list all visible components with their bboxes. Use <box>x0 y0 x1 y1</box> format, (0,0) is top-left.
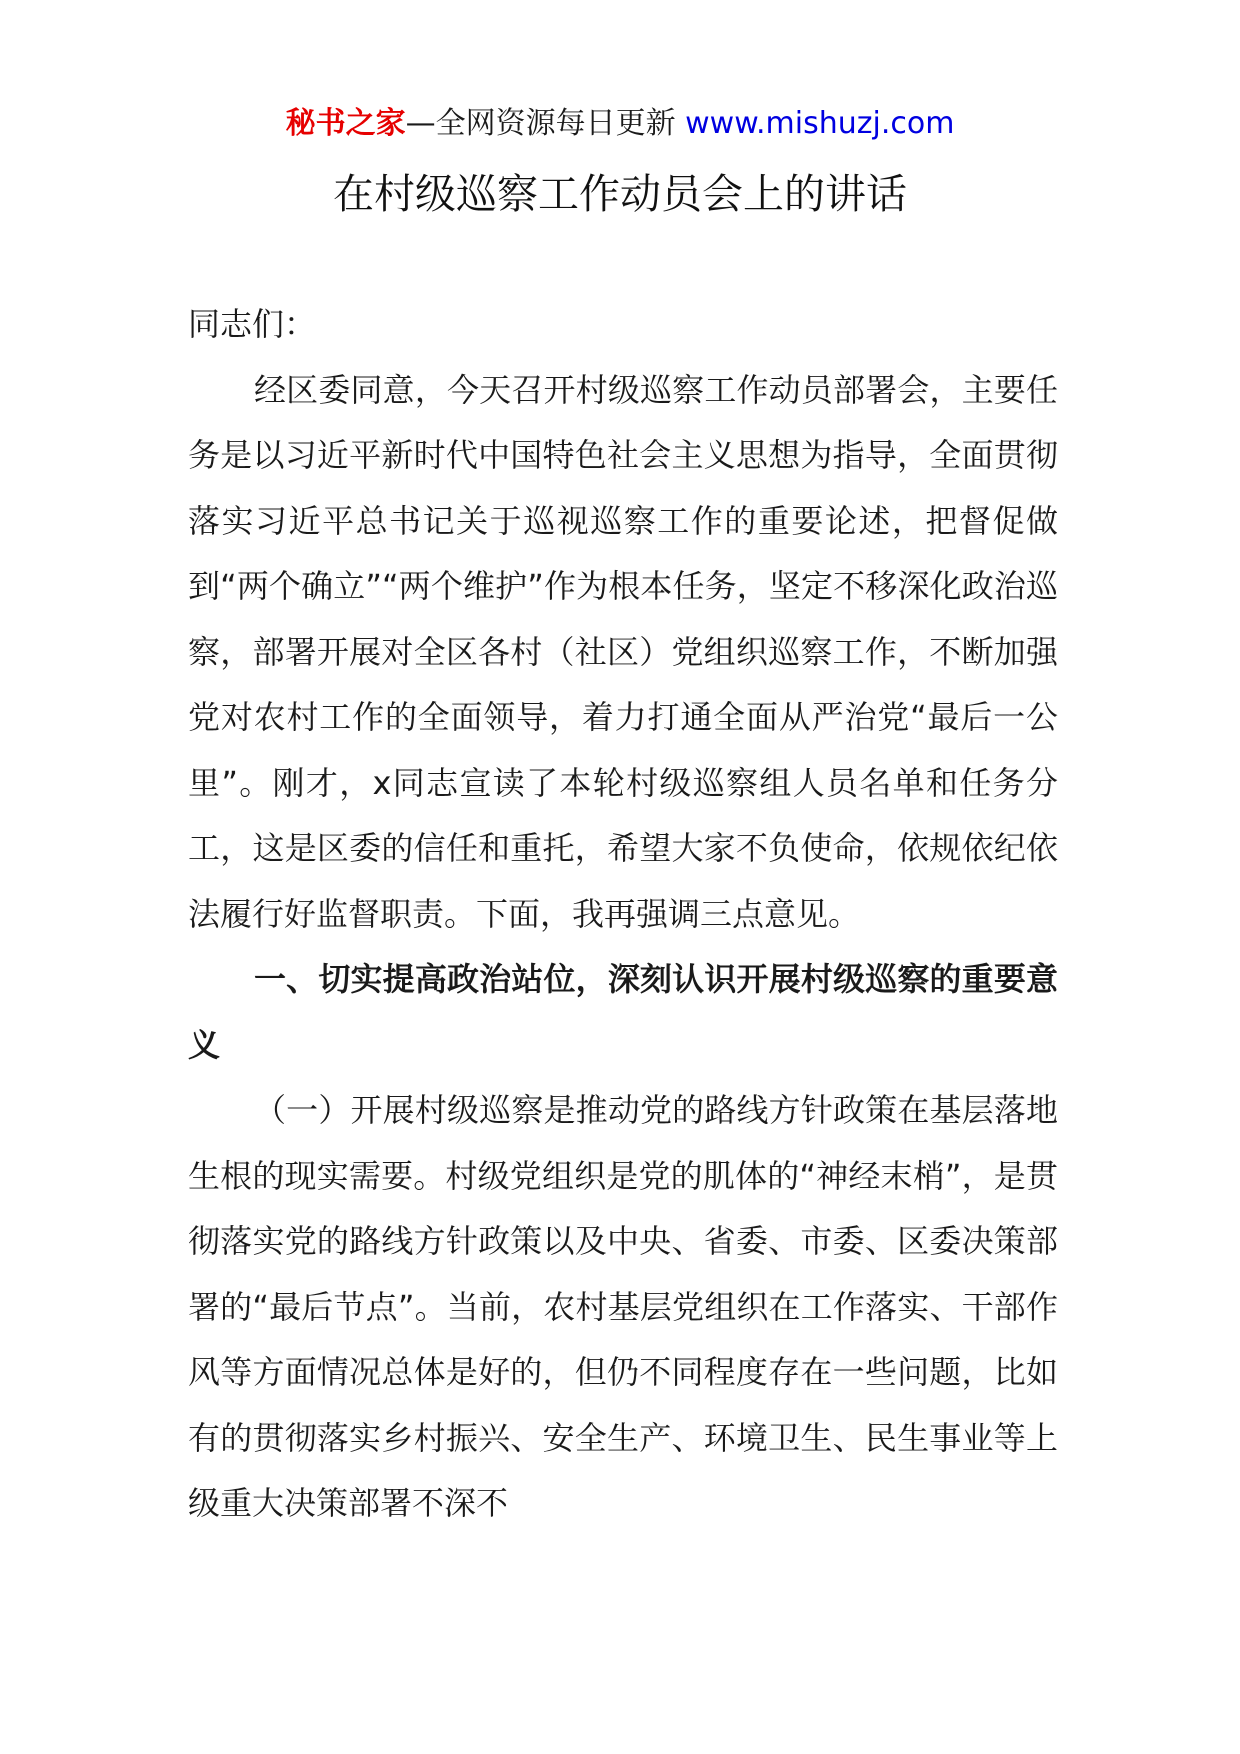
site-banner <box>0 104 1240 144</box>
brand-name: 秘书之家 <box>285 106 406 141</box>
document-body <box>188 292 1058 1537</box>
subsection-paragraph: （一）开展村级巡察是推动党的路线方针政策在基层落地生根的现实需要。村级党组织是党的肌体的“神经末梢”，是贯彻落实党的路线方针政策以及中央、省委、市委、区委决策部署的“最后节点”。当前，农村基层党组织在工作落实、干部作风等方面情况总体是好的，但仍不同程度存在一些问题，比如有的贯彻落实乡村振兴、安全生产、环境卫生、民生事业等上级重大决策部署不深不 <box>188 1091 1058 1522</box>
salutation: 同志们： <box>188 305 317 343</box>
body-paragraph: 经区委同意，今天召开村级巡察工作动员部署会，主要任务是以习近平新时代中国特色社会主义思想为指导，全面贯彻落实习近平总书记关于巡视巡察工作的重要论述，把督促做到“两个确立”“两个维护”作为根本任务，坚定不移深化政治巡察，部署开展对全区各村（社区）党组织巡察工作，不断加强党对农村工作的全面领导，着力打通全面从严治党“最后一公里”。刚才，x同志宣读了本轮村级巡察组人员名单和任务分工，这是区委的信任和重托，希望大家不负使命，依规依纪依法履行好监督职责。下面，我再强调三点意见。 <box>188 370 1058 933</box>
site-url-link[interactable]: www.mishuzj.com <box>685 106 955 141</box>
document-title: 在村级巡察工作动员会上的讲话 <box>333 170 907 218</box>
section-heading: 一、切实提高政治站位，深刻认识开展村级巡察的重要意义 <box>188 960 1058 1064</box>
banner-slogan: —全网资源每日更新 <box>405 106 676 141</box>
